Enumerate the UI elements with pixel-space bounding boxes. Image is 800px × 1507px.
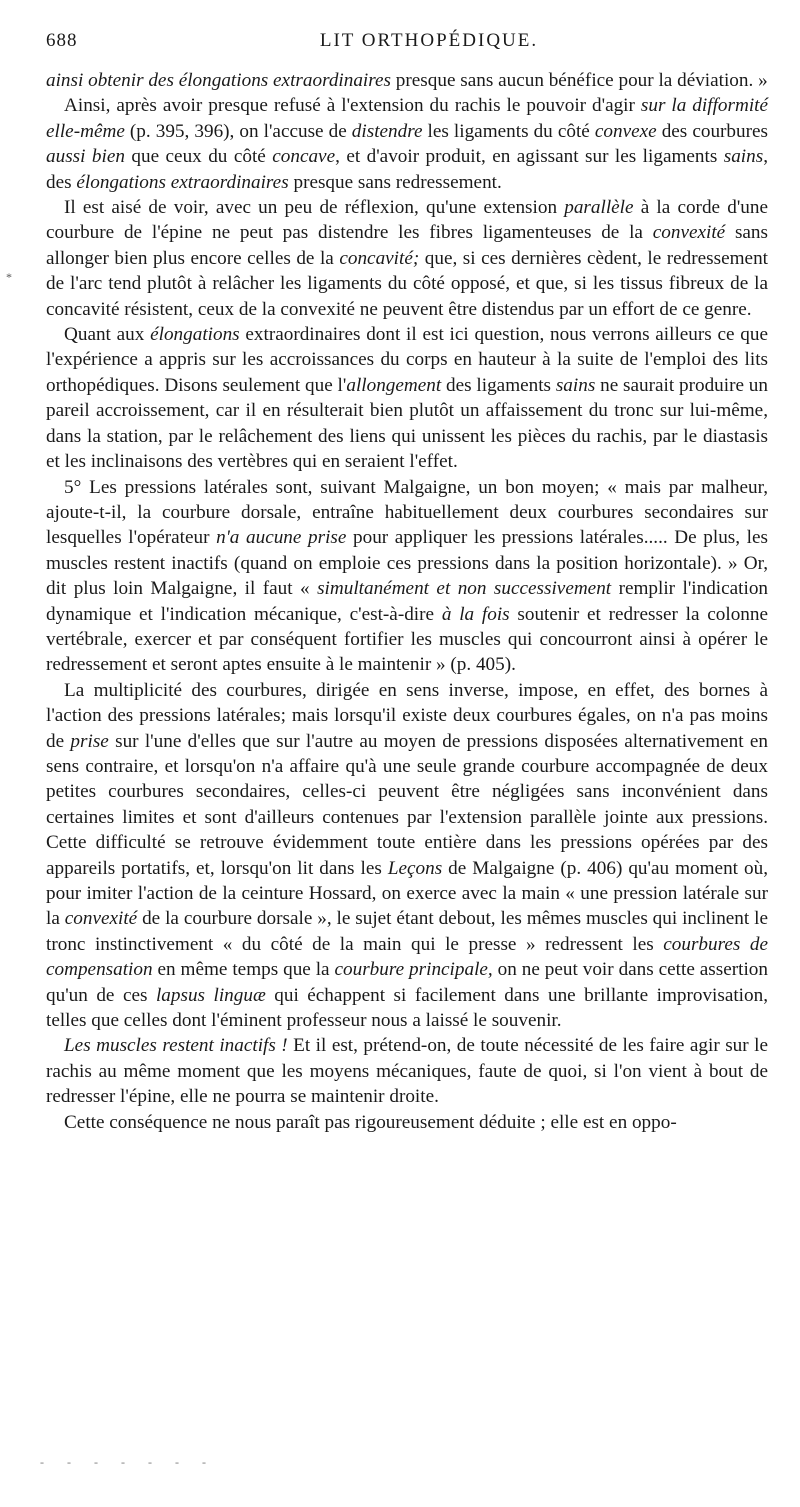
text-run: de Malgaigne (p. 406) qu'au moment où, pour imiter l'action de la ceinture Hossard, on exerce avec la main « une pression latérale sur la [46, 857, 768, 930]
text-run: soutenir et redresser la colonne vertébrale, exercer et par conséquent fortifier les muscles qui concourront ainsi à opérer le redressement et seront aptes ensuite à le maintenir » (p. 405). [46, 603, 768, 676]
italic-text: Leçons [387, 857, 443, 879]
italic-text: lapsus linguæ [155, 984, 266, 1006]
text-run: 5° Les pressions latérales sont, suivant Malgaigne, un bon moyen; « mais par malheur, ajoute-t-il, la courbure dorsale, entraîne habituellement deux courbures secondaires sur lesquelles l'opérateur [46, 476, 768, 549]
margin-mark: * [6, 270, 12, 284]
italic-text: concave [272, 146, 336, 168]
paragraph [46, 678, 768, 1034]
text-run: , des [46, 146, 768, 193]
paragraph [46, 195, 768, 322]
italic-text: Les muscles restent inactifs ! [64, 1035, 288, 1057]
text-run: ne saurait produire un pareil accroissement, car il en résulterait bien plutôt un affaissement du tronc sur lui-même, dans la station, par le relâchement des liens qui unissent les pièces du rachis, par le diastasis et les inclinaisons des vertèbres qui en seraient l'effet. [46, 374, 768, 473]
bottom-marks: - - - - - - - [40, 1455, 216, 1469]
italic-text: courbures de compensation [46, 933, 768, 981]
italic-text: à la fois [441, 603, 510, 625]
text-run: à la corde d'une courbure de l'épine ne peut pas distendre les fibres ligamenteuses de la [46, 197, 768, 244]
italic-text: aussi bien [46, 146, 125, 168]
running-title: LIT ORTHOPÉDIQUE. [319, 30, 539, 51]
paragraph [46, 475, 768, 678]
page-header [46, 30, 772, 56]
italic-text: sur la difformité elle-même [46, 95, 768, 142]
text-run: qui échappent si facilement dans une brillante improvisation, telles que celles dont l'éminent professeur nous a laissé le souvenir. [46, 984, 768, 1032]
italic-text: ainsi obtenir des élongations extraordinaires [46, 70, 391, 91]
text-run: , et d'avoir produit, en agissant sur les ligaments [335, 146, 724, 168]
text-run: (p. 395, 396), on l'accuse de [124, 120, 352, 142]
text-run: presque sans redressement. [288, 171, 502, 193]
italic-text: simultanément et non successivement [317, 578, 612, 600]
italic-text: allongement [346, 374, 442, 396]
italic-text: élongations [150, 324, 240, 346]
italic-text: distendre [351, 120, 423, 142]
text-run: sur l'une d'elles que sur l'autre au moyen de pressions disposées alternativement en sens contraire, et lorsqu'on n'a affaire qu'à une seule grande courbure accompagnée de deux petites courbures secondaires, celles-ci peuvent être négligées sans inconvénient dans certaines limites et sont d'ailleurs contenues par l'extension parallèle jointe aux pressions. Cette difficulté se retrouve évidemment toute entière dans les pressions opérées par des appareils portatifs, et, lorsqu'on lit dans les [46, 730, 768, 879]
text-run: pour appliquer les pressions latérales..... De plus, les muscles restent inactifs (quand on emploie ces pressions dans la position horizontale). » Or, dit plus loin Malgaigne, il faut « [46, 527, 768, 600]
italic-text: n'a aucune prise [216, 527, 347, 549]
paragraph [46, 68, 768, 93]
italic-text: convexe [594, 120, 657, 142]
body-text [46, 68, 768, 1135]
text-run: Quant aux [64, 324, 151, 346]
italic-text: concavité; [339, 247, 420, 269]
paragraph [46, 1033, 768, 1109]
italic-text: convexité [652, 222, 726, 244]
text-run: extraordinaires dont il est ici question, nous verrons ailleurs ce que l'expérience a appris sur les accroissances du corps en hauteur à la suite de l'emploi des lits orthopédiques. Disons seulement que l' [46, 324, 768, 396]
text-run: que ceux du côté [124, 146, 273, 168]
paragraph [46, 1110, 768, 1135]
text-run: remplir l'indication dynamique et l'indication mécanique, c'est-à-dire [46, 578, 769, 625]
italic-text: prise [70, 730, 109, 752]
italic-text: parallèle [564, 197, 634, 219]
paragraph [46, 93, 768, 195]
text-run: des ligaments [441, 374, 556, 396]
italic-text: sains [555, 374, 596, 396]
text-run: en même temps que la [152, 959, 335, 981]
text-run: La multiplicité des courbures, dirigée en sens inverse, impose, en effet, des bornes à l'action des pressions latérales; mais lorsqu'il existe deux courbures égales, on n'a pas moins de [46, 679, 768, 752]
text-run: Et il est, prétend-on, de toute nécessité de les faire agir sur le rachis au même moment que les moyens mécaniques, faute de quoi, si l'on vient à bout de redresser l'épine, elle ne pourra se maintenir droite. [46, 1035, 768, 1108]
text-run: des courbures [656, 120, 768, 142]
text-run: Il est aisé de voir, avec un peu de réflexion, qu'une extension [64, 197, 565, 219]
text-run: de la courbure dorsale », le sujet étant debout, les mêmes muscles qui inclinent le tronc instinctivement « du côté de la main qui le presse » redressent les [46, 908, 768, 955]
text-run: Ainsi, après avoir presque refusé à l'extension du rachis le pouvoir d'agir [64, 95, 641, 117]
italic-text: convexité [64, 908, 138, 930]
text-run: Cette conséquence ne nous paraît pas rigoureusement déduite ; elle est en oppo- [64, 1111, 677, 1133]
italic-text: sains [723, 146, 764, 168]
page-number: 688 [46, 30, 78, 51]
text-run: on ne peut voir dans cette assertion qu'un de ces [46, 959, 768, 1006]
text-run: que, si ces dernières cèdent, le redressement de l'arc tend plutôt à relâcher les ligaments du côté opposé, et que, si les tissus fibreux de la concavité résistent, ceux de la convexité ne peuvent être distendus par un effort de ce genre. [46, 247, 768, 320]
italic-text: courbure principale, [334, 959, 493, 981]
italic-text: élongations extraordinaires [76, 171, 289, 193]
paragraph [46, 322, 768, 474]
text-run: presque sans aucun bénéfice pour la déviation. » [391, 70, 768, 91]
text-run: les ligaments du côté [422, 120, 595, 142]
text-run: sans allonger bien plus encore celles de la [46, 222, 768, 269]
